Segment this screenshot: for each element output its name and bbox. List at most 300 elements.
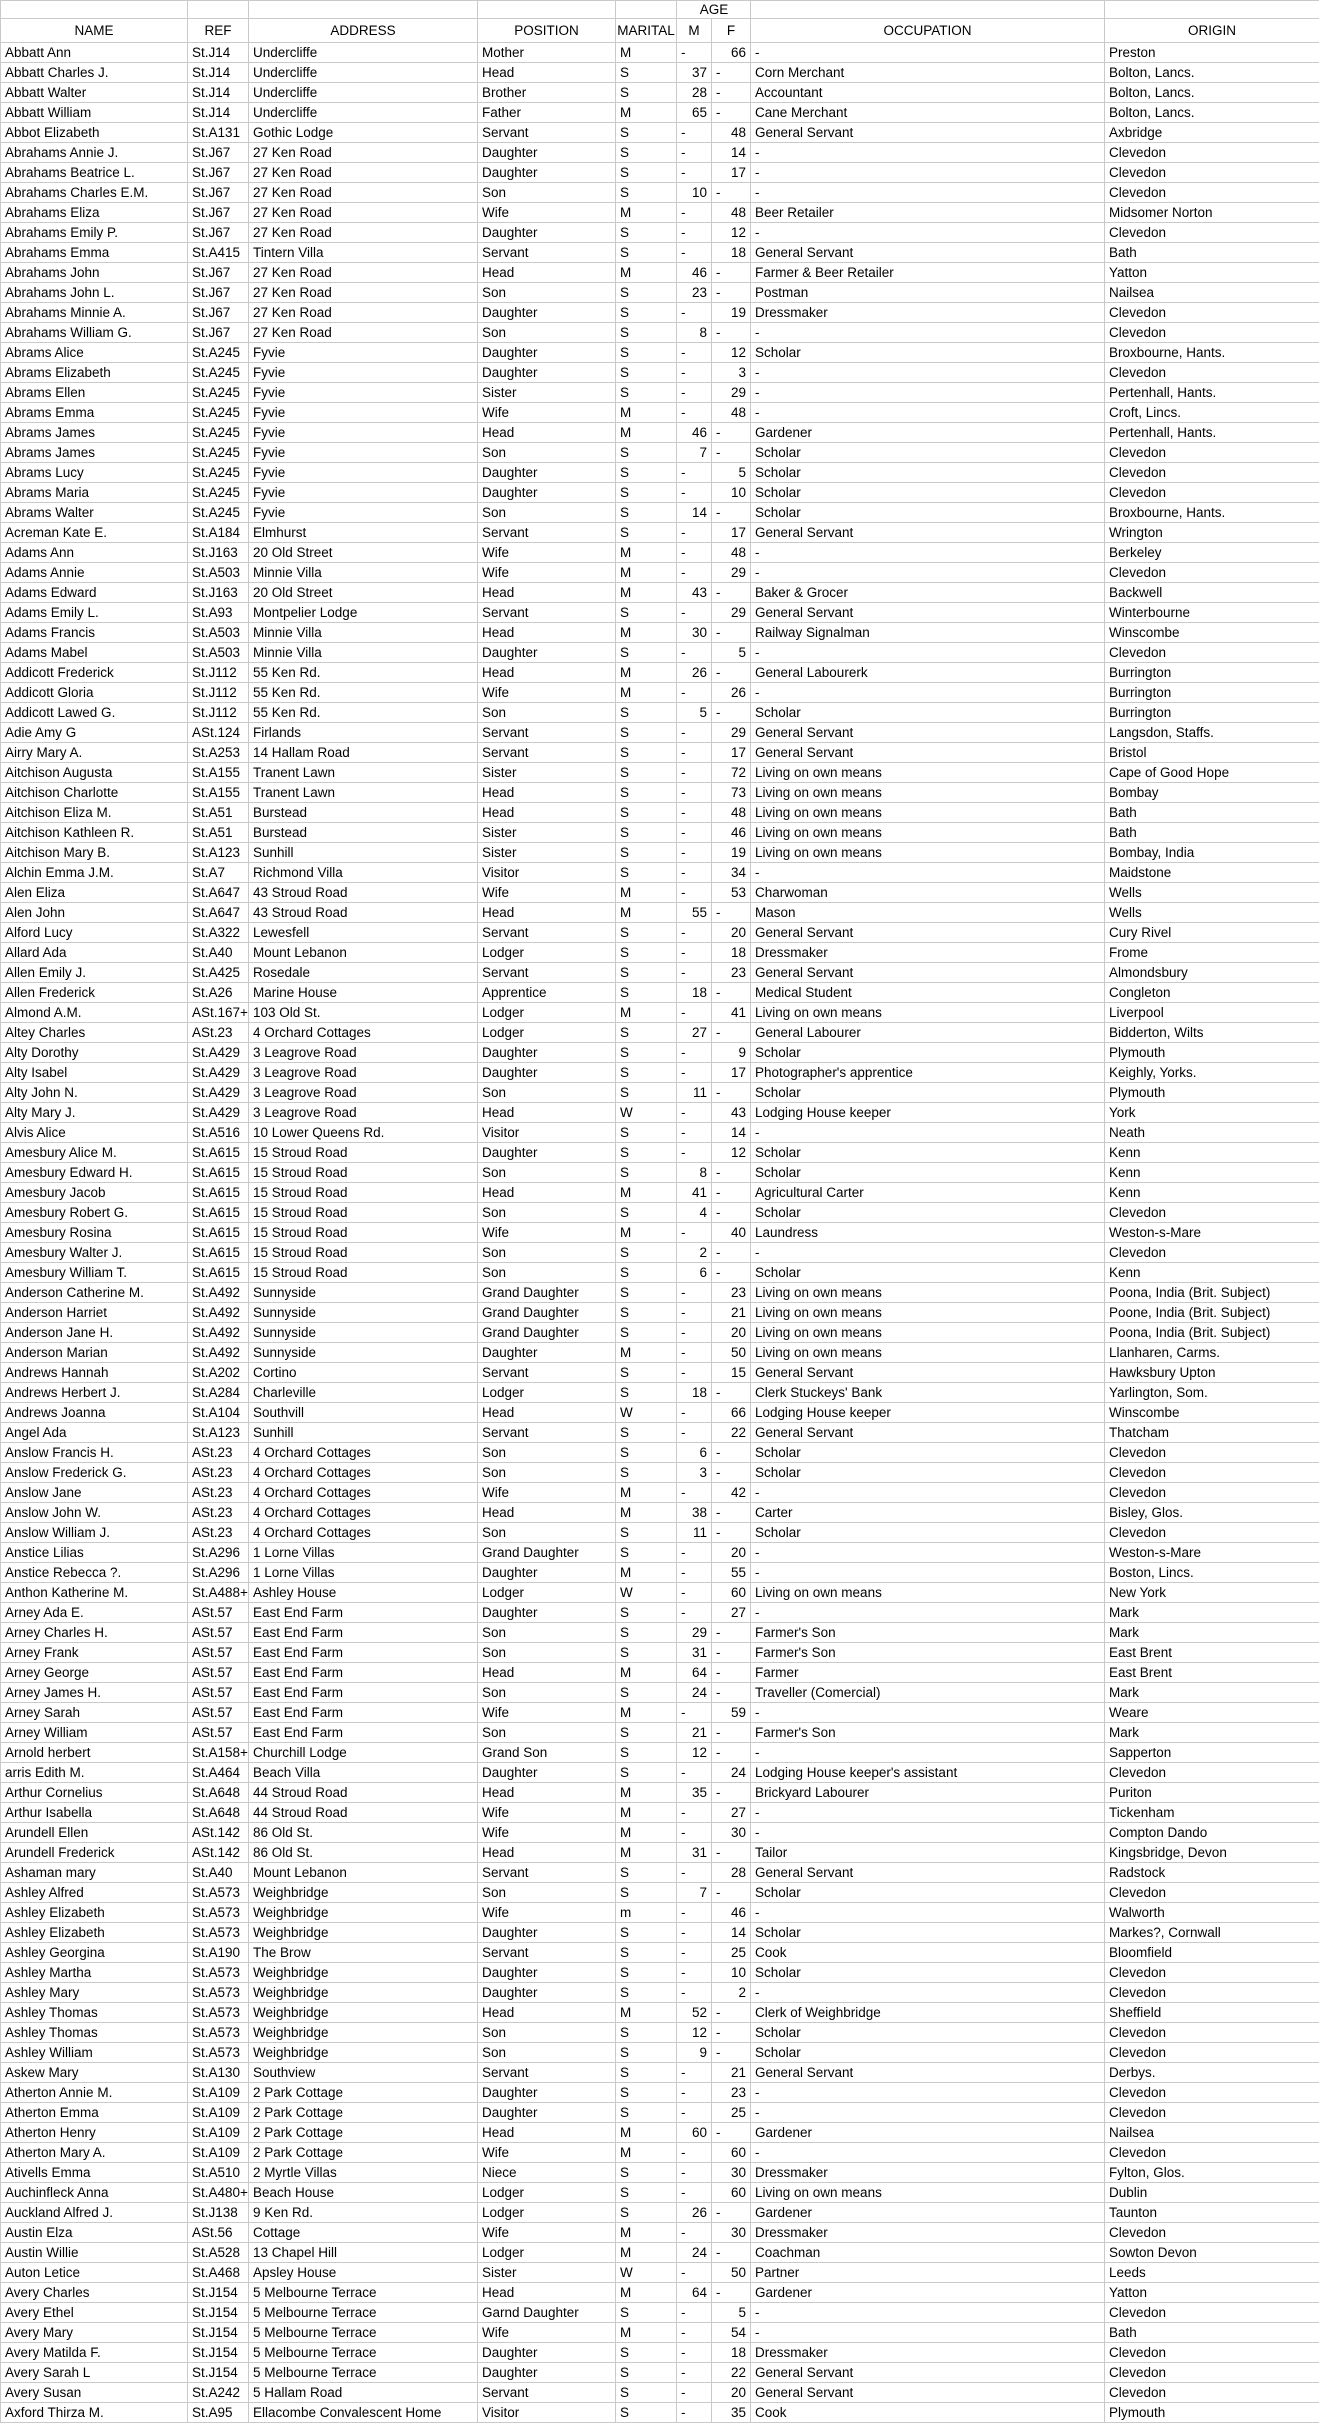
cell-name[interactable]: Avery Matilda F. bbox=[1, 2343, 188, 2363]
cell-marital[interactable]: S bbox=[616, 703, 677, 723]
cell-ref[interactable]: St.A109 bbox=[188, 2083, 249, 2103]
cell-age-f[interactable]: - bbox=[712, 903, 751, 923]
cell-address[interactable]: Fyvie bbox=[249, 463, 478, 483]
cell-origin[interactable]: Mark bbox=[1105, 1603, 1319, 1623]
cell-position[interactable]: Daughter bbox=[478, 1143, 616, 1163]
cell-ref[interactable]: St.A155 bbox=[188, 783, 249, 803]
cell-origin[interactable]: Clevedon bbox=[1105, 223, 1319, 243]
cell-age-m[interactable]: - bbox=[677, 1003, 712, 1023]
cell-position[interactable]: Son bbox=[478, 1883, 616, 1903]
cell-position[interactable]: Servant bbox=[478, 743, 616, 763]
cell-address[interactable]: 5 Melbourne Terrace bbox=[249, 2343, 478, 2363]
cell-position[interactable]: Head bbox=[478, 903, 616, 923]
cell-age-f[interactable]: 15 bbox=[712, 1363, 751, 1383]
cell-marital[interactable]: M bbox=[616, 1183, 677, 1203]
cell-age-m[interactable]: - bbox=[677, 543, 712, 563]
cell-age-f[interactable]: - bbox=[712, 1883, 751, 1903]
cell-origin[interactable]: Clevedon bbox=[1105, 303, 1319, 323]
cell-age-f[interactable]: 21 bbox=[712, 1303, 751, 1323]
cell-ref[interactable]: St.A158+ bbox=[188, 1743, 249, 1763]
cell-age-m[interactable]: - bbox=[677, 483, 712, 503]
cell-occupation[interactable]: Dressmaker bbox=[751, 2343, 1105, 2363]
cell-name[interactable]: Andrews Herbert J. bbox=[1, 1383, 188, 1403]
cell-age-m[interactable]: - bbox=[677, 2263, 712, 2283]
cell-age-m[interactable]: 18 bbox=[677, 983, 712, 1003]
cell-name[interactable]: Abrahams Annie J. bbox=[1, 143, 188, 163]
cell-origin[interactable]: Nailsea bbox=[1105, 2123, 1319, 2143]
cell-origin[interactable]: Burrington bbox=[1105, 703, 1319, 723]
cell-position[interactable]: Head bbox=[478, 663, 616, 683]
cell-age-m[interactable]: 8 bbox=[677, 323, 712, 343]
cell-occupation[interactable]: Lodging House keeper bbox=[751, 1403, 1105, 1423]
cell-position[interactable]: Head bbox=[478, 63, 616, 83]
cell-ref[interactable]: St.A40 bbox=[188, 943, 249, 963]
cell-age-m[interactable]: - bbox=[677, 43, 712, 63]
cell-age-f[interactable]: - bbox=[712, 1203, 751, 1223]
cell-marital[interactable]: M bbox=[616, 1703, 677, 1723]
cell-name[interactable]: Axford Thirza M. bbox=[1, 2403, 188, 2423]
cell-name[interactable]: Ashley Alfred bbox=[1, 1883, 188, 1903]
cell-occupation[interactable]: General Servant bbox=[751, 523, 1105, 543]
cell-age-f[interactable]: 46 bbox=[712, 1903, 751, 1923]
cell-name[interactable]: Addicott Lawed G. bbox=[1, 703, 188, 723]
cell-age-m[interactable]: - bbox=[677, 1483, 712, 1503]
cell-origin[interactable]: Yarlington, Som. bbox=[1105, 1383, 1319, 1403]
cell-address[interactable]: Weighbridge bbox=[249, 1983, 478, 2003]
cell-name[interactable]: Adams Francis bbox=[1, 623, 188, 643]
cell-occupation[interactable]: Cook bbox=[751, 1943, 1105, 1963]
cell-age-f[interactable]: 5 bbox=[712, 643, 751, 663]
cell-marital[interactable]: S bbox=[616, 943, 677, 963]
cell-position[interactable]: Head bbox=[478, 583, 616, 603]
cell-origin[interactable]: Mark bbox=[1105, 1623, 1319, 1643]
cell-ref[interactable]: St.A492 bbox=[188, 1343, 249, 1363]
cell-marital[interactable]: M bbox=[616, 403, 677, 423]
cell-origin[interactable]: Langsdon, Staffs. bbox=[1105, 723, 1319, 743]
cell-marital[interactable]: S bbox=[616, 1743, 677, 1763]
cell-origin[interactable]: Neath bbox=[1105, 1123, 1319, 1143]
cell-occupation[interactable]: Scholar bbox=[751, 1263, 1105, 1283]
cell-ref[interactable]: St.A429 bbox=[188, 1083, 249, 1103]
cell-age-f[interactable]: - bbox=[712, 443, 751, 463]
cell-address[interactable]: 86 Old St. bbox=[249, 1823, 478, 1843]
cell-name[interactable]: Atherton Emma bbox=[1, 2103, 188, 2123]
cell-address[interactable]: East End Farm bbox=[249, 1723, 478, 1743]
cell-name[interactable]: Alty Dorothy bbox=[1, 1043, 188, 1063]
cell-occupation[interactable]: - bbox=[751, 1983, 1105, 2003]
cell-position[interactable]: Daughter bbox=[478, 1603, 616, 1623]
cell-age-f[interactable]: 23 bbox=[712, 2083, 751, 2103]
cell-ref[interactable]: St.A7 bbox=[188, 863, 249, 883]
cell-position[interactable]: Wife bbox=[478, 1223, 616, 1243]
cell-occupation[interactable]: Carter bbox=[751, 1503, 1105, 1523]
cell-origin[interactable]: Burrington bbox=[1105, 683, 1319, 703]
cell-marital[interactable]: M bbox=[616, 2223, 677, 2243]
cell-occupation[interactable]: - bbox=[751, 143, 1105, 163]
cell-age-f[interactable]: 48 bbox=[712, 123, 751, 143]
cell-age-m[interactable]: - bbox=[677, 2323, 712, 2343]
cell-age-m[interactable]: - bbox=[677, 783, 712, 803]
cell-age-m[interactable]: - bbox=[677, 1823, 712, 1843]
cell-ref[interactable]: St.A242 bbox=[188, 2383, 249, 2403]
cell-ref[interactable]: St.J67 bbox=[188, 283, 249, 303]
cell-age-m[interactable]: 10 bbox=[677, 183, 712, 203]
empty-cell[interactable] bbox=[616, 1, 677, 19]
cell-name[interactable]: Arnold herbert bbox=[1, 1743, 188, 1763]
cell-origin[interactable]: Thatcham bbox=[1105, 1423, 1319, 1443]
cell-address[interactable]: 3 Leagrove Road bbox=[249, 1083, 478, 1103]
cell-position[interactable]: Head bbox=[478, 623, 616, 643]
cell-address[interactable]: Minnie Villa bbox=[249, 563, 478, 583]
cell-marital[interactable]: S bbox=[616, 443, 677, 463]
cell-position[interactable]: Wife bbox=[478, 543, 616, 563]
cell-marital[interactable]: M bbox=[616, 1803, 677, 1823]
cell-origin[interactable]: Mark bbox=[1105, 1723, 1319, 1743]
cell-age-m[interactable]: 64 bbox=[677, 1663, 712, 1683]
cell-name[interactable]: Alchin Emma J.M. bbox=[1, 863, 188, 883]
cell-age-m[interactable]: - bbox=[677, 2063, 712, 2083]
cell-ref[interactable]: St.A202 bbox=[188, 1363, 249, 1383]
cell-name[interactable]: Avery Mary bbox=[1, 2323, 188, 2343]
cell-age-m[interactable]: 31 bbox=[677, 1843, 712, 1863]
cell-age-m[interactable]: - bbox=[677, 643, 712, 663]
cell-marital[interactable]: M bbox=[616, 1823, 677, 1843]
cell-ref[interactable]: St.J154 bbox=[188, 2343, 249, 2363]
cell-occupation[interactable]: Postman bbox=[751, 283, 1105, 303]
cell-marital[interactable]: M bbox=[616, 563, 677, 583]
cell-occupation[interactable]: Scholar bbox=[751, 1143, 1105, 1163]
cell-age-f[interactable]: 34 bbox=[712, 863, 751, 883]
cell-age-m[interactable]: 23 bbox=[677, 283, 712, 303]
cell-occupation[interactable]: Cook bbox=[751, 2403, 1105, 2423]
cell-name[interactable]: Amesbury Walter J. bbox=[1, 1243, 188, 1263]
cell-name[interactable]: Alford Lucy bbox=[1, 923, 188, 943]
cell-position[interactable]: Daughter bbox=[478, 2083, 616, 2103]
cell-occupation[interactable]: - bbox=[751, 1123, 1105, 1143]
cell-address[interactable]: 27 Ken Road bbox=[249, 263, 478, 283]
cell-age-f[interactable]: 55 bbox=[712, 1563, 751, 1583]
cell-occupation[interactable]: Scholar bbox=[751, 2023, 1105, 2043]
cell-age-f[interactable]: - bbox=[712, 2123, 751, 2143]
cell-origin[interactable]: Bolton, Lancs. bbox=[1105, 63, 1319, 83]
cell-ref[interactable]: St.J14 bbox=[188, 63, 249, 83]
cell-marital[interactable]: S bbox=[616, 803, 677, 823]
cell-occupation[interactable]: Beer Retailer bbox=[751, 203, 1105, 223]
cell-ref[interactable]: St.A648 bbox=[188, 1803, 249, 1823]
cell-address[interactable]: 27 Ken Road bbox=[249, 163, 478, 183]
cell-address[interactable]: 27 Ken Road bbox=[249, 303, 478, 323]
cell-occupation[interactable]: - bbox=[751, 2303, 1105, 2323]
cell-position[interactable]: Head bbox=[478, 1843, 616, 1863]
cell-position[interactable]: Wife bbox=[478, 2323, 616, 2343]
cell-position[interactable]: Head bbox=[478, 2123, 616, 2143]
cell-origin[interactable]: Winscombe bbox=[1105, 1403, 1319, 1423]
cell-name[interactable]: Abbatt William bbox=[1, 103, 188, 123]
cell-address[interactable]: 3 Leagrove Road bbox=[249, 1063, 478, 1083]
empty-cell[interactable] bbox=[1, 1, 188, 19]
cell-occupation[interactable]: Scholar bbox=[751, 1043, 1105, 1063]
cell-address[interactable]: 2 Park Cottage bbox=[249, 2123, 478, 2143]
cell-address[interactable]: Beach Villa bbox=[249, 1763, 478, 1783]
cell-position[interactable]: Daughter bbox=[478, 2103, 616, 2123]
cell-position[interactable]: Son bbox=[478, 1523, 616, 1543]
cell-address[interactable]: 15 Stroud Road bbox=[249, 1223, 478, 1243]
cell-occupation[interactable]: Scholar bbox=[751, 1923, 1105, 1943]
cell-ref[interactable]: St.A93 bbox=[188, 603, 249, 623]
cell-marital[interactable]: S bbox=[616, 463, 677, 483]
cell-marital[interactable]: S bbox=[616, 343, 677, 363]
cell-name[interactable]: Airry Mary A. bbox=[1, 743, 188, 763]
cell-position[interactable]: Head bbox=[478, 783, 616, 803]
cell-name[interactable]: Abrams Ellen bbox=[1, 383, 188, 403]
cell-marital[interactable]: S bbox=[616, 2183, 677, 2203]
cell-position[interactable]: Lodger bbox=[478, 1003, 616, 1023]
cell-marital[interactable]: S bbox=[616, 2383, 677, 2403]
cell-marital[interactable]: S bbox=[616, 1543, 677, 1563]
cell-occupation[interactable]: Living on own means bbox=[751, 823, 1105, 843]
cell-ref[interactable]: St.A425 bbox=[188, 963, 249, 983]
cell-age-f[interactable]: 48 bbox=[712, 203, 751, 223]
cell-occupation[interactable]: - bbox=[751, 183, 1105, 203]
cell-occupation[interactable]: - bbox=[751, 1823, 1105, 1843]
cell-address[interactable]: Weighbridge bbox=[249, 1923, 478, 1943]
cell-ref[interactable]: St.A615 bbox=[188, 1263, 249, 1283]
cell-marital[interactable]: S bbox=[616, 723, 677, 743]
cell-occupation[interactable]: Living on own means bbox=[751, 783, 1105, 803]
cell-ref[interactable]: St.J154 bbox=[188, 2323, 249, 2343]
cell-name[interactable]: Amesbury Edward H. bbox=[1, 1163, 188, 1183]
cell-name[interactable]: Amesbury Rosina bbox=[1, 1223, 188, 1243]
cell-origin[interactable]: Frome bbox=[1105, 943, 1319, 963]
cell-position[interactable]: Son bbox=[478, 1083, 616, 1103]
cell-address[interactable]: East End Farm bbox=[249, 1643, 478, 1663]
cell-age-m[interactable]: 65 bbox=[677, 103, 712, 123]
cell-marital[interactable]: S bbox=[616, 783, 677, 803]
cell-address[interactable]: Burstead bbox=[249, 823, 478, 843]
cell-position[interactable]: Son bbox=[478, 1243, 616, 1263]
cell-age-f[interactable]: - bbox=[712, 583, 751, 603]
cell-age-f[interactable]: 60 bbox=[712, 2143, 751, 2163]
cell-position[interactable]: Son bbox=[478, 1723, 616, 1743]
cell-occupation[interactable]: - bbox=[751, 2323, 1105, 2343]
cell-age-f[interactable]: 17 bbox=[712, 523, 751, 543]
cell-age-m[interactable]: 64 bbox=[677, 2283, 712, 2303]
cell-age-m[interactable]: - bbox=[677, 1943, 712, 1963]
cell-position[interactable]: Wife bbox=[478, 1703, 616, 1723]
cell-age-m[interactable]: 2 bbox=[677, 1243, 712, 1263]
cell-ref[interactable]: St.A492 bbox=[188, 1283, 249, 1303]
cell-occupation[interactable]: Railway Signalman bbox=[751, 623, 1105, 643]
cell-ref[interactable]: ASt.23 bbox=[188, 1503, 249, 1523]
cell-ref[interactable]: St.J67 bbox=[188, 263, 249, 283]
cell-position[interactable]: Daughter bbox=[478, 143, 616, 163]
cell-age-f[interactable]: 73 bbox=[712, 783, 751, 803]
cell-name[interactable]: Abrahams Beatrice L. bbox=[1, 163, 188, 183]
cell-marital[interactable]: S bbox=[616, 1463, 677, 1483]
cell-age-f[interactable]: 29 bbox=[712, 603, 751, 623]
cell-name[interactable]: Alvis Alice bbox=[1, 1123, 188, 1143]
column-header-ref[interactable]: REF bbox=[188, 19, 249, 43]
cell-position[interactable]: Wife bbox=[478, 403, 616, 423]
cell-ref[interactable]: St.A573 bbox=[188, 1903, 249, 1923]
cell-occupation[interactable]: Gardener bbox=[751, 423, 1105, 443]
cell-position[interactable]: Wife bbox=[478, 2143, 616, 2163]
cell-marital[interactable]: S bbox=[616, 363, 677, 383]
cell-ref[interactable]: St.A245 bbox=[188, 463, 249, 483]
column-header-origin[interactable]: ORIGIN bbox=[1105, 19, 1319, 43]
cell-origin[interactable]: Burrington bbox=[1105, 663, 1319, 683]
cell-name[interactable]: Abrahams Emma bbox=[1, 243, 188, 263]
cell-age-m[interactable]: - bbox=[677, 843, 712, 863]
cell-origin[interactable]: Clevedon bbox=[1105, 163, 1319, 183]
cell-origin[interactable]: Clevedon bbox=[1105, 363, 1319, 383]
cell-occupation[interactable]: Scholar bbox=[751, 1443, 1105, 1463]
cell-age-m[interactable]: - bbox=[677, 1983, 712, 2003]
cell-marital[interactable]: S bbox=[616, 2043, 677, 2063]
cell-origin[interactable]: Preston bbox=[1105, 43, 1319, 63]
cell-origin[interactable]: Weston-s-Mare bbox=[1105, 1543, 1319, 1563]
cell-ref[interactable]: St.A245 bbox=[188, 363, 249, 383]
cell-marital[interactable]: M bbox=[616, 263, 677, 283]
cell-address[interactable]: Richmond Villa bbox=[249, 863, 478, 883]
cell-age-m[interactable]: - bbox=[677, 1583, 712, 1603]
cell-origin[interactable]: Clevedon bbox=[1105, 2083, 1319, 2103]
cell-age-m[interactable]: 24 bbox=[677, 1683, 712, 1703]
cell-address[interactable]: 27 Ken Road bbox=[249, 143, 478, 163]
cell-ref[interactable]: St.A284 bbox=[188, 1383, 249, 1403]
cell-name[interactable]: Aitchison Charlotte bbox=[1, 783, 188, 803]
cell-origin[interactable]: Markes?, Cornwall bbox=[1105, 1923, 1319, 1943]
cell-age-m[interactable]: - bbox=[677, 2223, 712, 2243]
cell-occupation[interactable]: Laundress bbox=[751, 1223, 1105, 1243]
cell-age-m[interactable]: 12 bbox=[677, 1743, 712, 1763]
cell-age-f[interactable]: - bbox=[712, 1683, 751, 1703]
cell-address[interactable]: Elmhurst bbox=[249, 523, 478, 543]
cell-age-f[interactable]: 72 bbox=[712, 763, 751, 783]
cell-occupation[interactable]: Farmer bbox=[751, 1663, 1105, 1683]
cell-name[interactable]: Ashley Georgina bbox=[1, 1943, 188, 1963]
cell-origin[interactable]: Clevedon bbox=[1105, 2023, 1319, 2043]
cell-address[interactable]: 15 Stroud Road bbox=[249, 1243, 478, 1263]
cell-ref[interactable]: ASt.56 bbox=[188, 2223, 249, 2243]
cell-position[interactable]: Mother bbox=[478, 43, 616, 63]
cell-address[interactable]: 15 Stroud Road bbox=[249, 1263, 478, 1283]
cell-position[interactable]: Daughter bbox=[478, 643, 616, 663]
cell-address[interactable]: Sunnyside bbox=[249, 1283, 478, 1303]
cell-ref[interactable]: St.J154 bbox=[188, 2363, 249, 2383]
cell-marital[interactable]: S bbox=[616, 1423, 677, 1443]
cell-name[interactable]: Auton Letice bbox=[1, 2263, 188, 2283]
cell-ref[interactable]: St.A429 bbox=[188, 1103, 249, 1123]
cell-age-f[interactable]: - bbox=[712, 2243, 751, 2263]
cell-age-f[interactable]: - bbox=[712, 983, 751, 1003]
cell-marital[interactable]: S bbox=[616, 1243, 677, 1263]
cell-position[interactable]: Wife bbox=[478, 563, 616, 583]
cell-age-m[interactable]: 60 bbox=[677, 2123, 712, 2143]
cell-age-f[interactable]: - bbox=[712, 263, 751, 283]
cell-origin[interactable]: Bristol bbox=[1105, 743, 1319, 763]
cell-name[interactable]: Alen Eliza bbox=[1, 883, 188, 903]
cell-marital[interactable]: M bbox=[616, 903, 677, 923]
cell-position[interactable]: Son bbox=[478, 1203, 616, 1223]
cell-marital[interactable]: S bbox=[616, 1023, 677, 1043]
empty-cell[interactable] bbox=[188, 1, 249, 19]
cell-marital[interactable]: S bbox=[616, 1923, 677, 1943]
cell-name[interactable]: Abrahams William G. bbox=[1, 323, 188, 343]
cell-address[interactable]: Rosedale bbox=[249, 963, 478, 983]
cell-name[interactable]: Alty John N. bbox=[1, 1083, 188, 1103]
cell-origin[interactable]: Walworth bbox=[1105, 1903, 1319, 1923]
cell-age-m[interactable]: - bbox=[677, 383, 712, 403]
cell-age-m[interactable]: - bbox=[677, 923, 712, 943]
cell-address[interactable]: East End Farm bbox=[249, 1663, 478, 1683]
cell-age-f[interactable]: 29 bbox=[712, 383, 751, 403]
cell-name[interactable]: Adams Edward bbox=[1, 583, 188, 603]
cell-origin[interactable]: Clevedon bbox=[1105, 1523, 1319, 1543]
cell-name[interactable]: Austin Elza bbox=[1, 2223, 188, 2243]
cell-name[interactable]: Aitchison Augusta bbox=[1, 763, 188, 783]
cell-marital[interactable]: M bbox=[616, 2123, 677, 2143]
cell-address[interactable]: 10 Lower Queens Rd. bbox=[249, 1123, 478, 1143]
cell-origin[interactable]: Sapperton bbox=[1105, 1743, 1319, 1763]
cell-age-f[interactable]: 18 bbox=[712, 943, 751, 963]
cell-position[interactable]: Wife bbox=[478, 203, 616, 223]
empty-cell[interactable] bbox=[1105, 1, 1319, 19]
cell-age-f[interactable]: - bbox=[712, 1503, 751, 1523]
cell-age-m[interactable]: - bbox=[677, 723, 712, 743]
cell-address[interactable]: Fyvie bbox=[249, 363, 478, 383]
cell-name[interactable]: Ativells Emma bbox=[1, 2163, 188, 2183]
cell-origin[interactable]: Clevedon bbox=[1105, 443, 1319, 463]
cell-age-f[interactable]: - bbox=[712, 703, 751, 723]
cell-name[interactable]: Ashley Elizabeth bbox=[1, 1923, 188, 1943]
cell-name[interactable]: Anderson Jane H. bbox=[1, 1323, 188, 1343]
cell-position[interactable]: Head bbox=[478, 1403, 616, 1423]
cell-name[interactable]: Ashaman mary bbox=[1, 1863, 188, 1883]
cell-age-f[interactable]: 10 bbox=[712, 1963, 751, 1983]
cell-age-f[interactable]: 30 bbox=[712, 1823, 751, 1843]
cell-address[interactable]: 9 Ken Rd. bbox=[249, 2203, 478, 2223]
cell-age-f[interactable]: 23 bbox=[712, 963, 751, 983]
cell-position[interactable]: Daughter bbox=[478, 1963, 616, 1983]
cell-age-m[interactable]: - bbox=[677, 2303, 712, 2323]
cell-marital[interactable]: S bbox=[616, 123, 677, 143]
cell-origin[interactable]: Clevedon bbox=[1105, 643, 1319, 663]
cell-name[interactable]: Abrams Emma bbox=[1, 403, 188, 423]
cell-occupation[interactable]: - bbox=[751, 1803, 1105, 1823]
cell-ref[interactable]: St.A123 bbox=[188, 843, 249, 863]
cell-address[interactable]: 20 Old Street bbox=[249, 583, 478, 603]
cell-position[interactable]: Wife bbox=[478, 2223, 616, 2243]
cell-marital[interactable]: S bbox=[616, 1683, 677, 1703]
cell-age-m[interactable]: 26 bbox=[677, 2203, 712, 2223]
cell-position[interactable]: Lodger bbox=[478, 2203, 616, 2223]
cell-address[interactable]: 5 Melbourne Terrace bbox=[249, 2363, 478, 2383]
cell-position[interactable]: Niece bbox=[478, 2163, 616, 2183]
cell-age-m[interactable]: - bbox=[677, 1763, 712, 1783]
cell-ref[interactable]: St.A104 bbox=[188, 1403, 249, 1423]
cell-age-m[interactable]: - bbox=[677, 463, 712, 483]
cell-age-m[interactable]: 29 bbox=[677, 1623, 712, 1643]
cell-marital[interactable]: S bbox=[616, 2163, 677, 2183]
cell-address[interactable]: 4 Orchard Cottages bbox=[249, 1023, 478, 1043]
cell-name[interactable]: Avery Sarah L bbox=[1, 2363, 188, 2383]
cell-origin[interactable]: Taunton bbox=[1105, 2203, 1319, 2223]
cell-address[interactable]: 3 Leagrove Road bbox=[249, 1043, 478, 1063]
cell-age-m[interactable]: - bbox=[677, 1923, 712, 1943]
cell-position[interactable]: Daughter bbox=[478, 223, 616, 243]
cell-name[interactable]: Amesbury Robert G. bbox=[1, 1203, 188, 1223]
